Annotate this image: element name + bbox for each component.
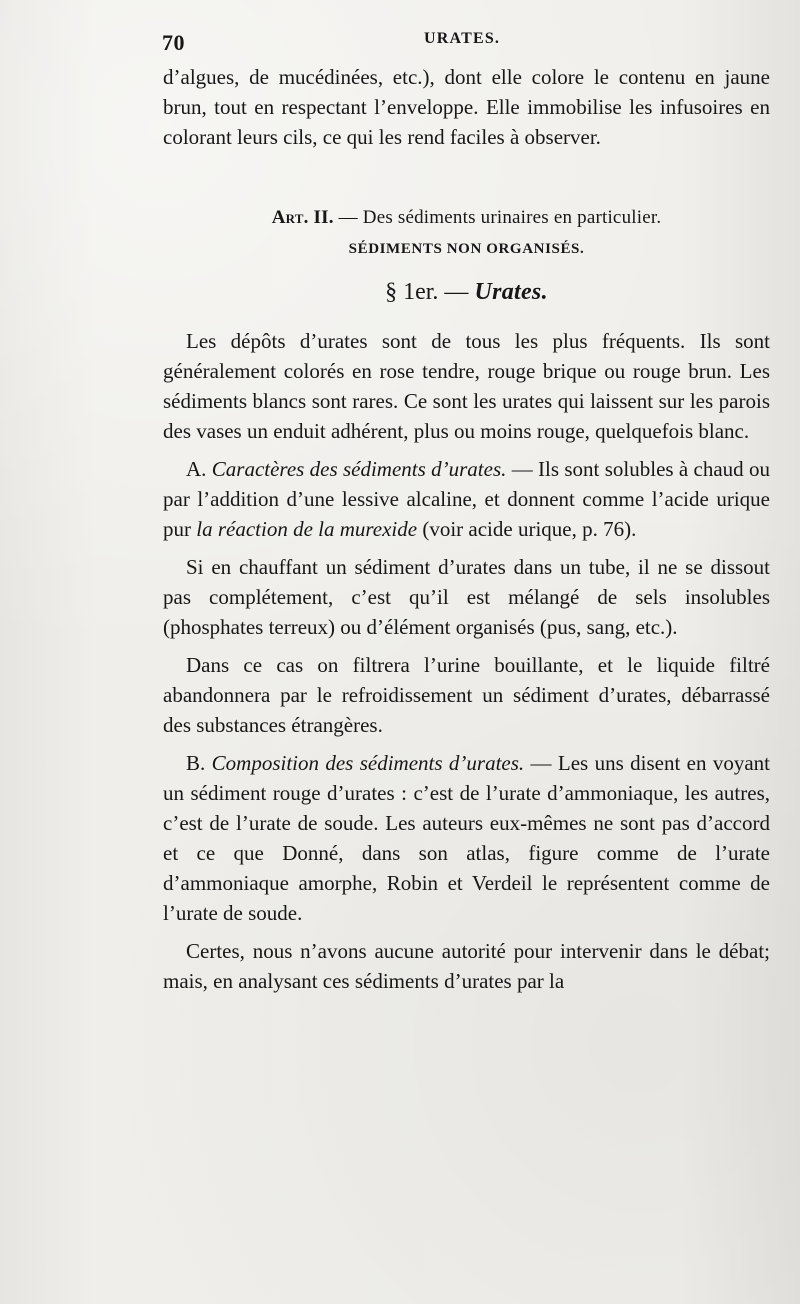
subsection-a-label: A. xyxy=(186,457,207,481)
subsection-a xyxy=(163,454,770,544)
article-heading xyxy=(163,204,770,232)
body-paragraph-2: Si en chauffant un sédiment d’urates dans un tube, il ne se dissout pas complétement, c’est qu’il est mélangé de sels insolubles (phosphates terreux) ou d’élément organisés (pus, sang, etc.). xyxy=(163,555,770,639)
section-subheading: SÉDIMENTS NON ORGANISÉS. xyxy=(348,241,585,257)
page-number: 70 xyxy=(162,30,185,55)
page-content xyxy=(163,62,770,996)
subsection-b xyxy=(163,748,770,928)
body-paragraph-4: Certes, nous n’avons aucune autorité pour intervenir dans le débat; mais, en analysant ces sédiments d’urates par la xyxy=(163,939,770,993)
murexide-reaction-emphasis: la réaction de la murexide xyxy=(196,517,418,541)
subsection-b-label: B. xyxy=(186,751,206,775)
body-paragraph-3: Dans ce cas on filtrera l’urine bouillante, et le liquide filtré abandonnera par le refroidissement un sédiment d’urates, débarrassé des substances étrangères. xyxy=(163,653,770,737)
article-title: — Des sédiments urinaires en particulier. xyxy=(338,207,662,228)
intro-paragraph: d’algues, de mucédinées, etc.), dont elle colore le contenu en jaune brun, tout en respectant l’enveloppe. Elle immobilise les infusoires en colorant leurs cils, ce qui les rend faciles à observer. xyxy=(163,65,770,149)
paragraph-number: § 1er. — xyxy=(385,279,469,305)
paragraph-heading xyxy=(163,277,770,307)
paragraph-title: Urates. xyxy=(474,279,548,305)
article-label: Art. II. xyxy=(271,207,334,228)
body-paragraph-1: Les dépôts d’urates sont de tous les plus fréquents. Ils sont généralement colorés en rose tendre, rouge brique ou rouge brun. Les sédiments blancs sont rares. Ce sont les urates qui laissent sur les parois des vases un enduit adhérent, plus ou moins rouge, quelquefois blanc. xyxy=(163,329,770,443)
subsection-b-text: — Les uns disent en voyant un sédiment rouge d’urates : c’est de l’urate d’ammoniaque, les autres, c’est de l’urate de soude. Les auteurs eux-mêmes ne sont pas d’accord et ce que Donné, dans son atlas, figure comme de l’urate d’ammoniaque amorphe, Robin et Verdeil le représentent comme de l’urate de soude. xyxy=(163,751,771,925)
subsection-b-title: Composition des sédiments d’urates. xyxy=(211,751,525,775)
subsection-a-title: Caractères des sédiments d’urates. xyxy=(211,457,507,481)
subsection-a-text-2: (voir acide urique, p. 76). xyxy=(422,517,637,541)
running-title: URATES. xyxy=(424,30,501,47)
page-header xyxy=(162,30,772,60)
subsection-a-text-1: — Ils sont solubles à chaud ou par l’addition d’une lessive alcaline, et donnent comme l’acide urique pur xyxy=(163,457,771,541)
